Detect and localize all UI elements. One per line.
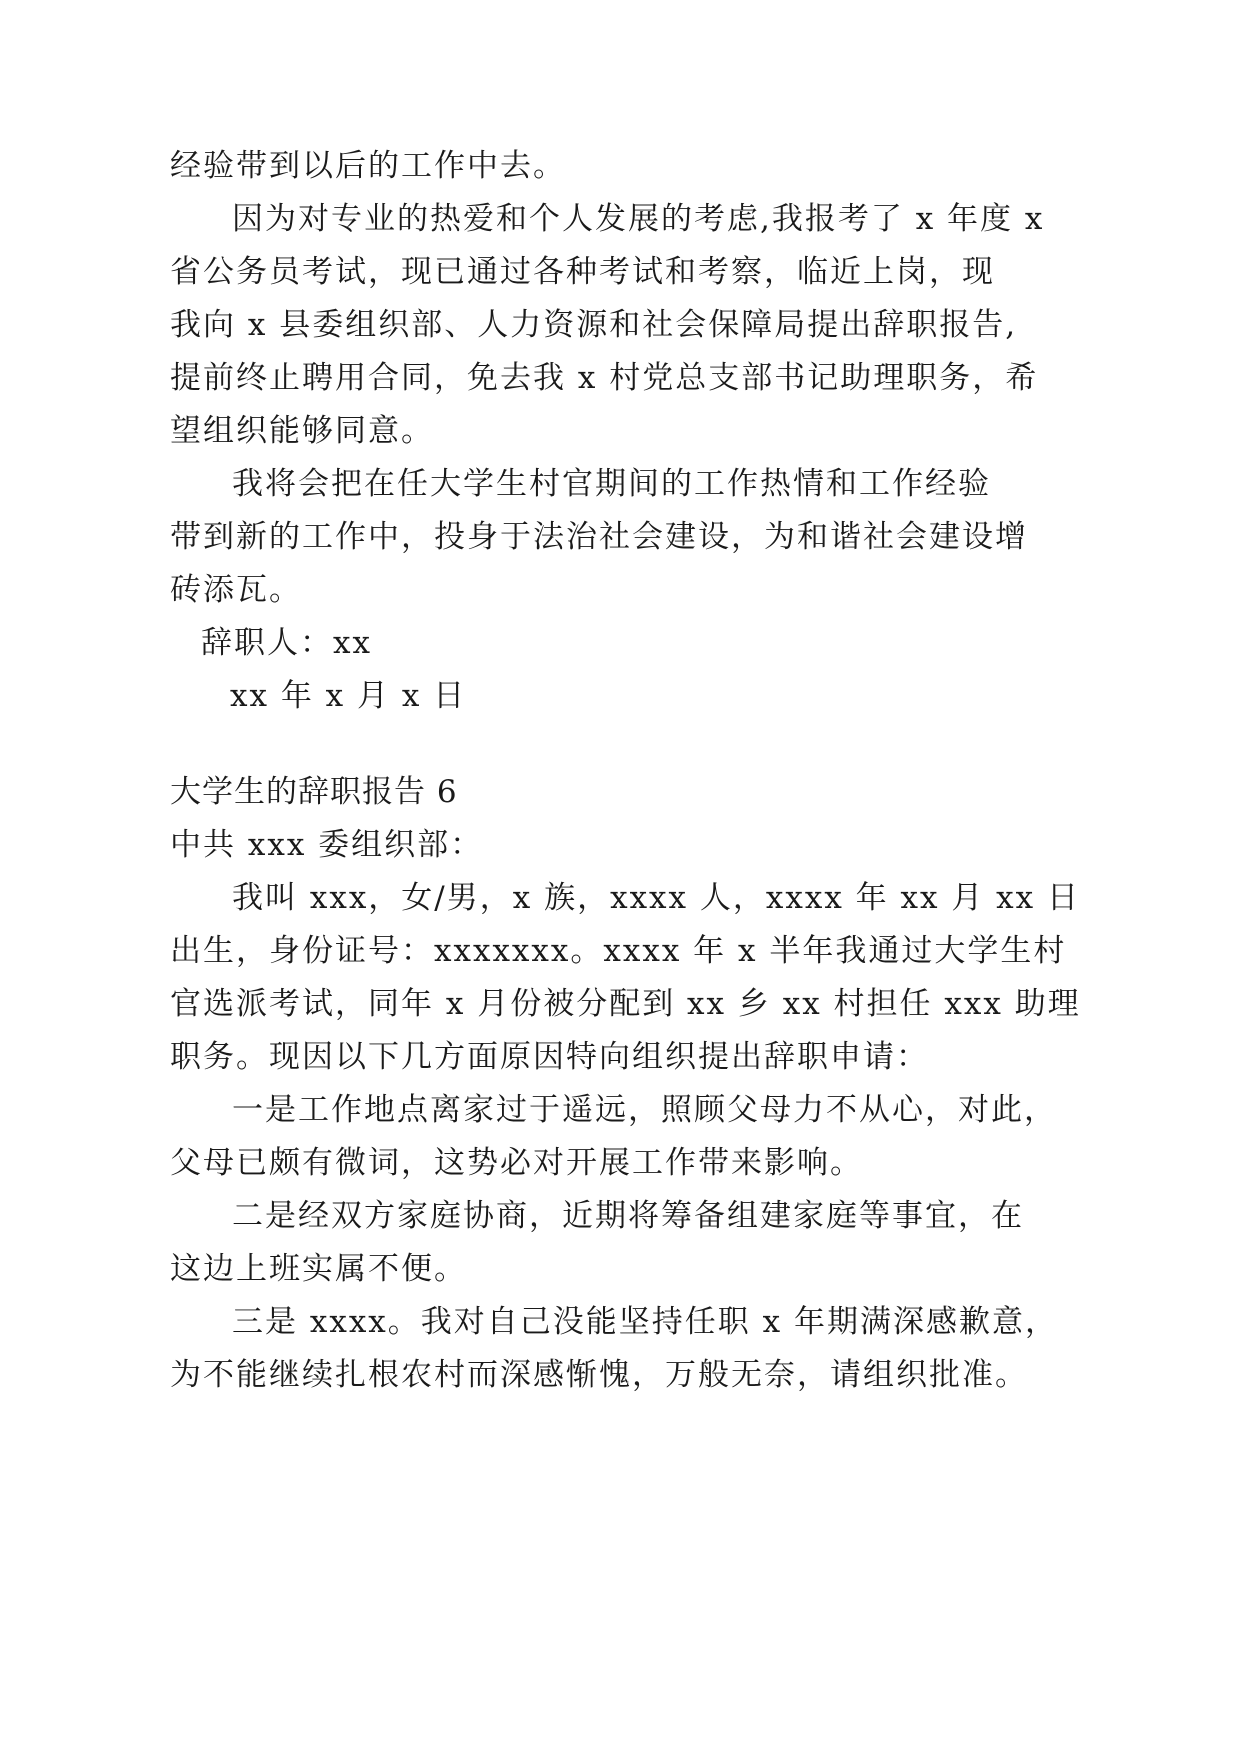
text-line: 提前终止聘用合同，免去我 x 村党总支部书记助理职务，希 xyxy=(170,360,1039,396)
text-line: 省公务员考试，现已通过各种考试和考察，临近上岗，现 xyxy=(170,254,995,290)
date-line: xx 年 x 月 x 日 xyxy=(230,678,467,714)
text-line: 二是经双方家庭协商，近期将筹备组建家庭等事宜，在 xyxy=(232,1198,1024,1234)
text-line: 为不能继续扎根农村而深感惭愧，万般无奈，请组织批准。 xyxy=(170,1357,1028,1393)
text-line: 父母已颇有微词，这势必对开展工作带来影响。 xyxy=(170,1145,863,1181)
section-title: 大学生的辞职报告 6 xyxy=(170,774,458,810)
text-line: 我将会把在任大学生村官期间的工作热情和工作经验 xyxy=(232,466,991,502)
text-line: 我叫 xxx，女/男，x 族，xxxx 人，xxxx 年 xx 月 xx 日 xyxy=(232,880,1081,916)
text-line: 望组织能够同意。 xyxy=(170,413,434,449)
text-line: 砖添瓦。 xyxy=(170,572,302,608)
text-line: 因为对专业的热爱和个人发展的考虑,我报考了 x 年度 x xyxy=(232,201,1045,237)
text-line: 一是工作地点离家过于遥远，照顾父母力不从心，对此， xyxy=(232,1092,1057,1128)
text-line: 职务。现因以下几方面原因特向组织提出辞职申请： xyxy=(170,1039,929,1075)
text-line: 三是 xxxx。我对自己没能坚持任职 x 年期满深感歉意， xyxy=(232,1304,1058,1340)
salutation-line: 中共 xxx 委组织部： xyxy=(170,827,484,863)
text-line: 经验带到以后的工作中去。 xyxy=(170,148,566,184)
text-line: 我向 x 县委组织部、人力资源和社会保障局提出辞职报告, xyxy=(170,307,1018,343)
text-line: 带到新的工作中，投身于法治社会建设，为和谐社会建设增 xyxy=(170,519,1028,555)
signer-line: 辞职人：xx xyxy=(201,625,372,661)
text-line: 官选派考试，同年 x 月份被分配到 xx 乡 xx 村担任 xxx 助理 xyxy=(170,986,1081,1022)
text-line: 这边上班实属不便。 xyxy=(170,1251,467,1287)
text-line: 出生，身份证号：xxxxxxx。xxxx 年 x 半年我通过大学生村 xyxy=(170,933,1067,969)
